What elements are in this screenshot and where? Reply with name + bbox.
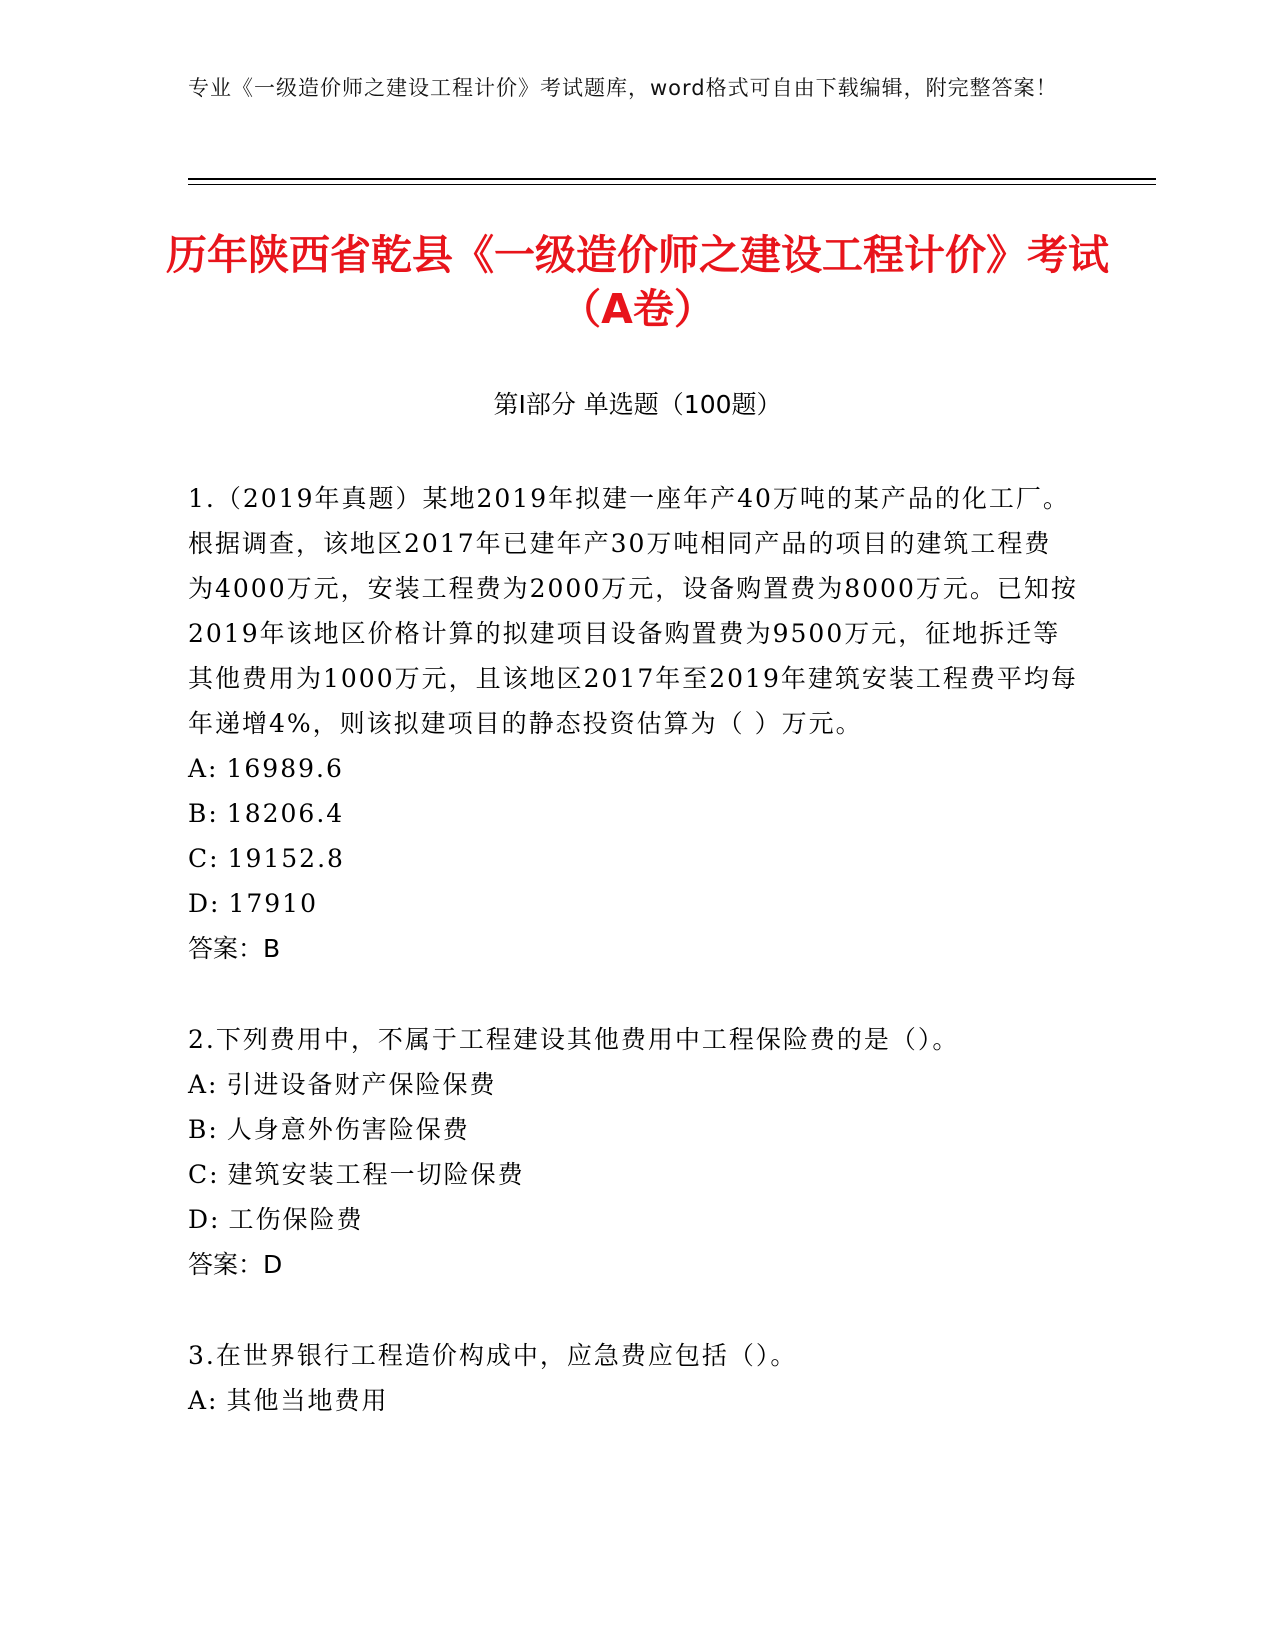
option-label: A:: [188, 1070, 219, 1099]
option-text: 16989.6: [226, 754, 344, 783]
header-rule-thick: [188, 178, 1156, 180]
option-a: [188, 746, 1078, 791]
option-b: [188, 791, 1078, 836]
option-text: 其他当地费用: [226, 1386, 389, 1415]
question-1: [188, 476, 1078, 971]
option-d: [188, 1197, 1078, 1242]
option-a: [188, 1062, 1078, 1107]
question-stem: 1.（2019年真题）某地2019年拟建一座年产40万吨的某产品的化工厂。根据调查，该地区2017年已建年产30万吨相同产品的项目的建筑工程费为4000万元，安装工程费为2000万元，设备购置费为8000万元。已知按2019年该地区价格计算的拟建项目设备购置费为9500万元，征地拆迁等其他费用为1000万元，且该地区2017年至2019年建筑安装工程费平均每年递增4%，则该拟建项目的静态投资估算为（ ）万元。: [188, 484, 1078, 738]
option-label: D:: [188, 889, 221, 918]
option-text: 建筑安装工程一切险保费: [227, 1160, 525, 1189]
option-text: 人身意外伤害险保费: [226, 1115, 470, 1144]
option-label: B:: [188, 1115, 219, 1144]
option-label: A:: [188, 754, 219, 783]
section-title: 第Ⅰ部分 单选题（100题）: [493, 390, 782, 419]
header-note: 专业《一级造价师之建设工程计价》考试题库，word格式可自由下载编辑，附完整答案！: [188, 76, 1058, 100]
option-a: [188, 1378, 1078, 1423]
option-label: B:: [188, 799, 219, 828]
option-d: [188, 881, 1078, 926]
option-c: [188, 1152, 1078, 1197]
question-list: [188, 476, 1078, 1469]
option-text: 18206.4: [226, 799, 345, 828]
option-text: 19152.8: [227, 844, 345, 873]
question-stem: 2.下列费用中，不属于工程建设其他费用中工程保险费的是（）。: [188, 1025, 960, 1054]
option-c: [188, 836, 1078, 881]
document-title: 历年陕西省乾县《一级造价师之建设工程计价》考试（A卷）: [166, 231, 1109, 333]
question-3: [188, 1333, 1078, 1423]
answer-line: 答案：B: [188, 934, 281, 963]
question-2: [188, 1017, 1078, 1287]
option-label: A:: [188, 1386, 219, 1415]
option-label: D:: [188, 1205, 221, 1234]
option-b: [188, 1107, 1078, 1152]
option-text: 工伤保险费: [228, 1205, 364, 1234]
answer-line: 答案：D: [188, 1250, 283, 1279]
question-stem: 3.在世界银行工程造价构成中，应急费应包括（）。: [188, 1341, 798, 1370]
header-rule-thin: [188, 184, 1156, 185]
option-label: C:: [188, 1160, 220, 1189]
option-label: C:: [188, 844, 220, 873]
option-text: 17910: [228, 889, 318, 918]
option-text: 引进设备财产保险保费: [226, 1070, 497, 1099]
